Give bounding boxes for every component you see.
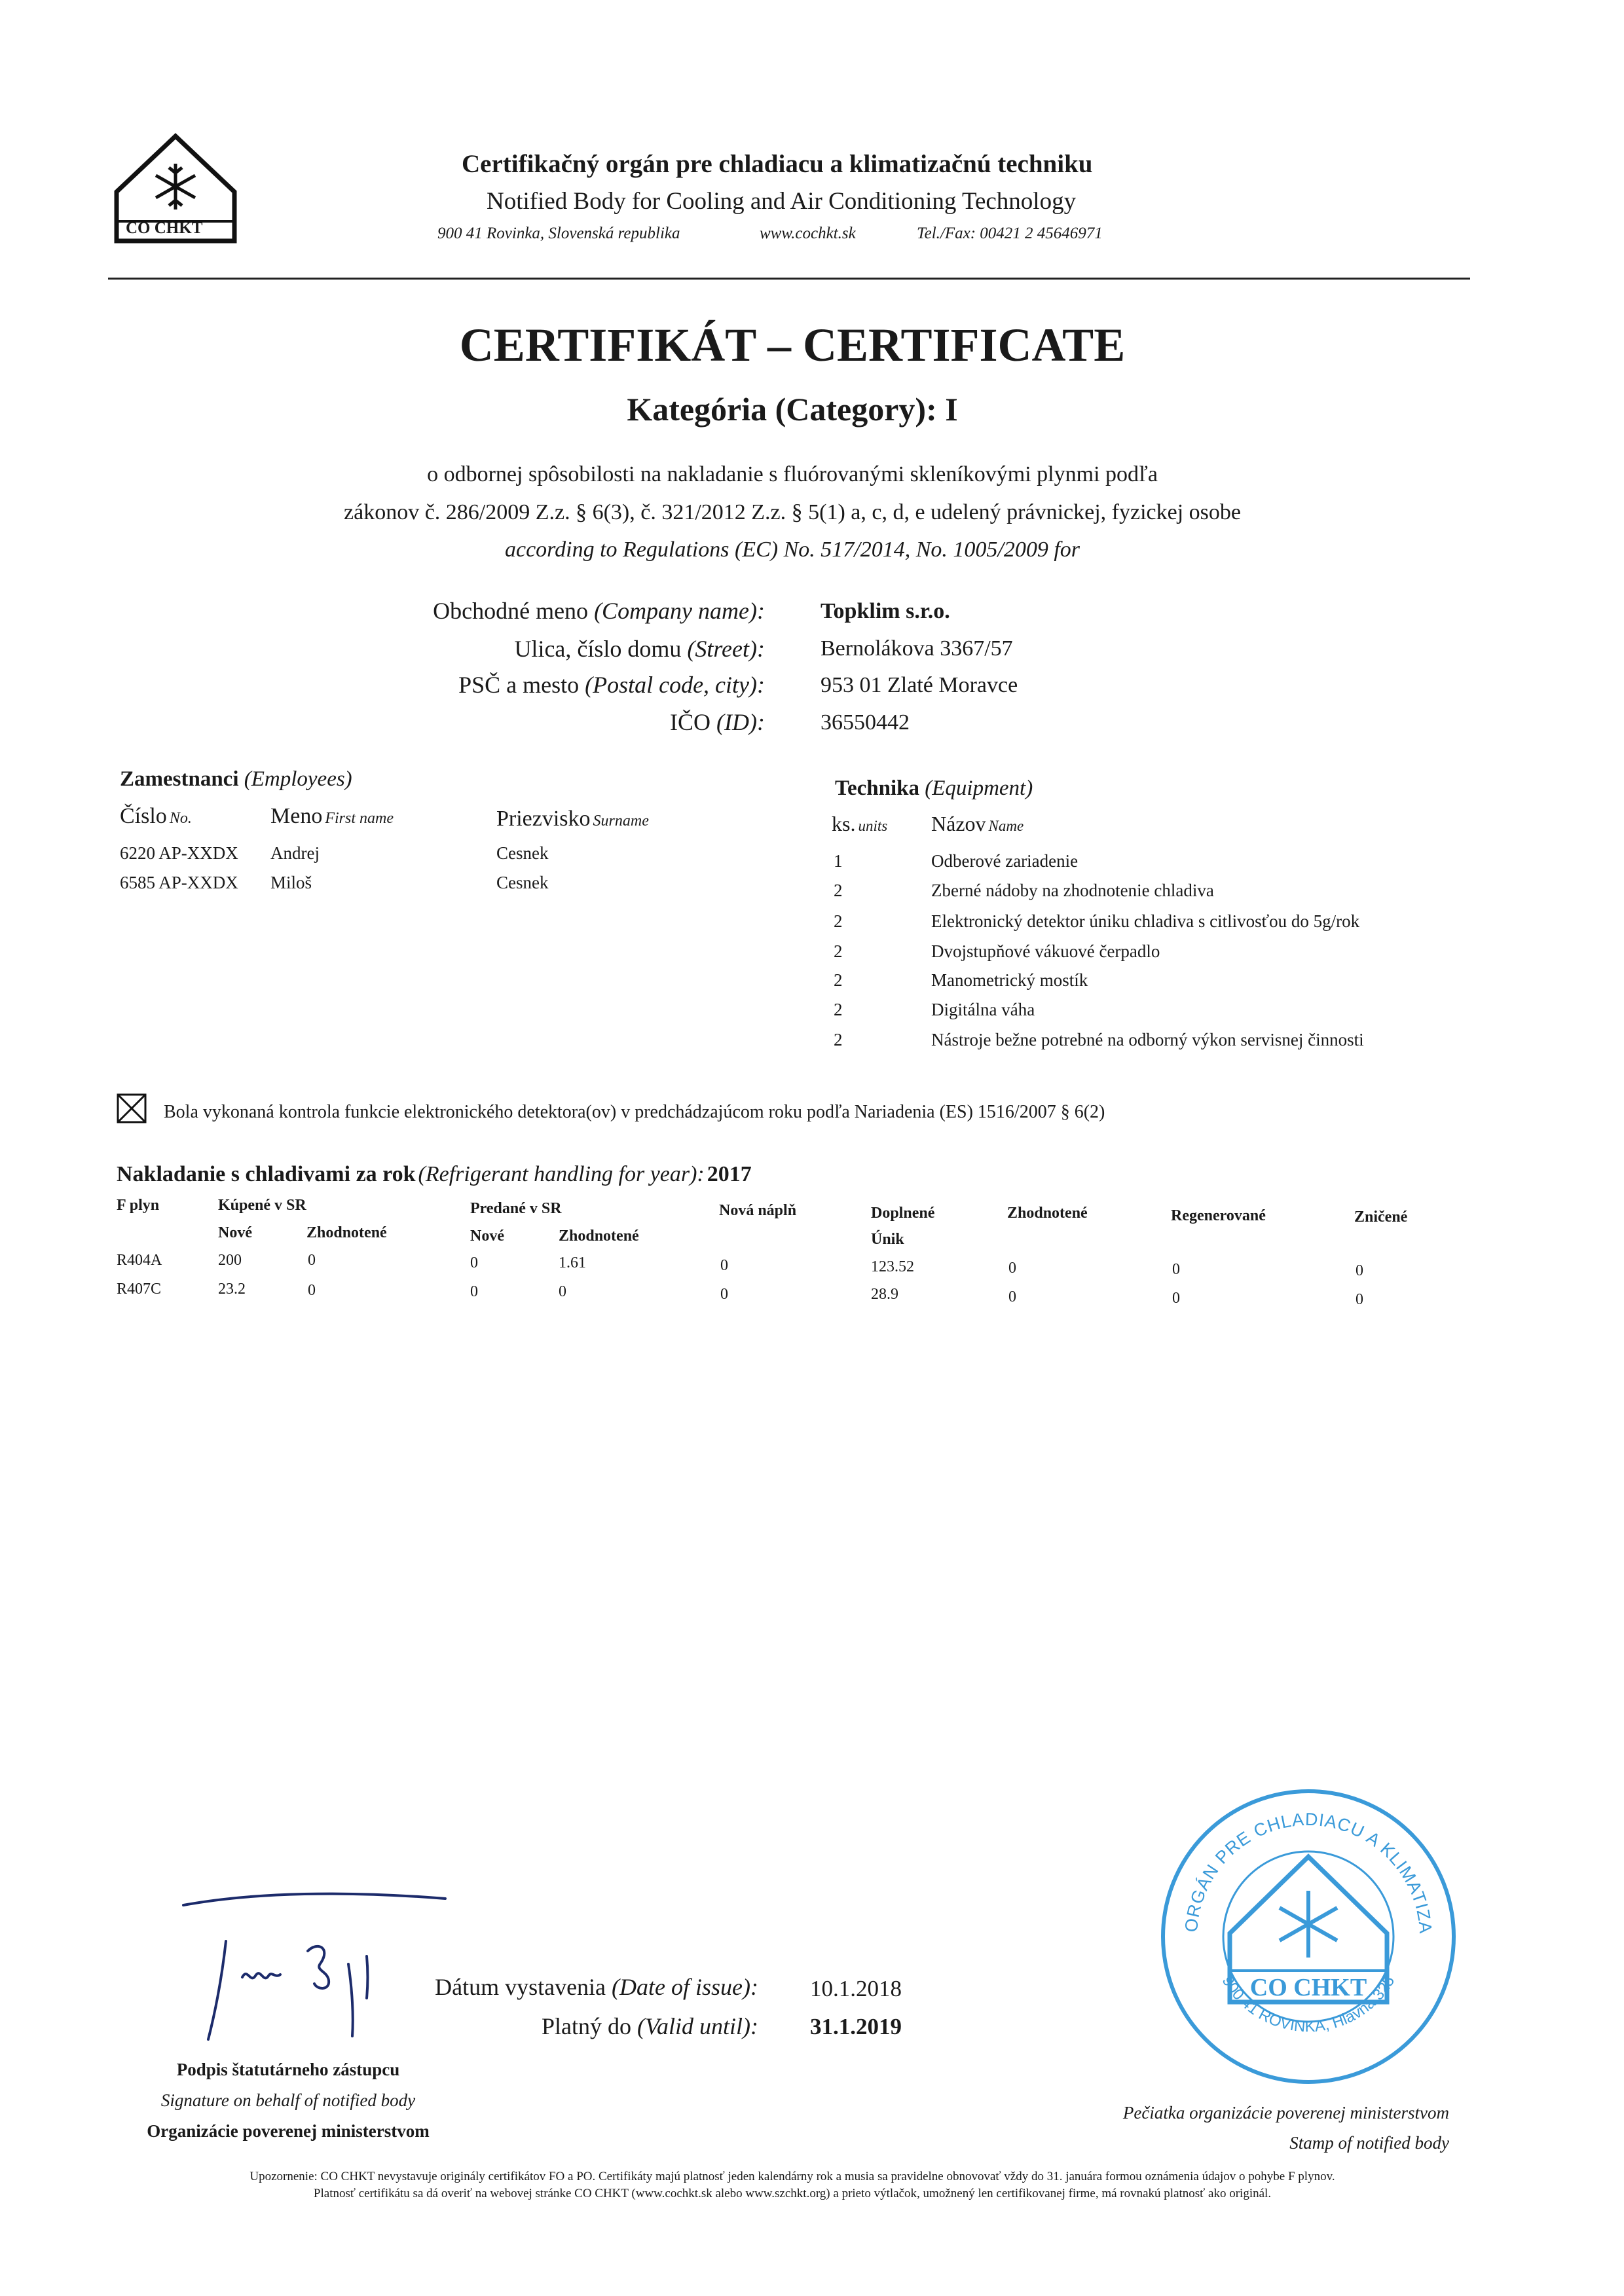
col-text-en: Surname <box>593 812 649 829</box>
issue-date-label <box>435 1973 758 2001</box>
signature-caption-1: Podpis štatutárneho zástupcu <box>176 2060 400 2079</box>
label-text: Platný do <box>542 2013 632 2039</box>
col-bought-new: Nové <box>218 1224 252 1241</box>
city-label <box>458 671 765 699</box>
valid-until-label <box>542 2013 758 2040</box>
company-name: Topklim s.r.o. <box>821 599 950 623</box>
equipment-name: Dvojstupňové vákuové čerpadlo <box>931 941 1160 961</box>
label-text-en: (ID): <box>716 709 765 735</box>
company-city: 953 01 Zlaté Moravce <box>821 673 1018 697</box>
label-text: Ulica, číslo domu <box>514 636 682 662</box>
stamp-caption-2: Stamp of notified body <box>1289 2133 1449 2153</box>
cell-bought-rec: 0 <box>308 1282 316 1299</box>
signature-caption-2: Signature on behalf of notified body <box>160 2090 416 2110</box>
label-text-en: (Company name): <box>594 598 765 624</box>
equipment-units: 1 <box>834 851 843 871</box>
logo-text: CO CHKT <box>126 219 203 237</box>
org-address: 900 41 Rovinka, Slovenská republika <box>437 225 680 242</box>
col-text: Meno <box>270 804 323 828</box>
org-name-sk: Certifikačný orgán pre chladiacu a klimatizačnú techniku <box>462 150 1093 178</box>
header-divider <box>108 278 1470 280</box>
header-logo <box>110 130 241 247</box>
label-text: IČO <box>670 709 711 735</box>
label-text-en: (Date of issue): <box>612 1974 758 2000</box>
heading-text-en: (Equipment) <box>925 776 1033 800</box>
heading-text-en: (Employees) <box>244 767 352 791</box>
cell-bought-rec: 0 <box>308 1252 316 1269</box>
intro-line-3: according to Regulations (EC) No. 517/2014, No. 1005/2009 for <box>505 538 1080 562</box>
col-text-en: Name <box>988 818 1024 834</box>
control-check-checkbox[interactable] <box>117 1093 147 1123</box>
control-check-text: Bola vykonaná kontrola funkcie elektronického detektora(ov) v predchádzajúcom roku podľa Nariadenia (ES) 1516/2007 § 6(2) <box>164 1102 1105 1122</box>
employee-first: Andrej <box>270 843 320 863</box>
signature-caption-3: Organizácie poverenej ministerstvom <box>147 2121 430 2141</box>
col-new-fill: Nová náplň <box>719 1202 797 1219</box>
cell-gas: R404A <box>117 1252 162 1269</box>
col-text: Číslo <box>120 804 167 828</box>
refrigerant-year: 2017 <box>707 1162 752 1186</box>
cell-sold-rec: 1.61 <box>559 1254 586 1271</box>
col-text: Názov <box>931 812 986 835</box>
cell-topup: 123.52 <box>871 1258 914 1275</box>
col-text: Priezvisko <box>496 807 591 831</box>
cell-gas: R407C <box>117 1281 162 1298</box>
heading-text-en: (Refrigerant handling for year): <box>418 1162 705 1186</box>
col-text: ks. <box>832 812 856 835</box>
label-text: Dátum vystavenia <box>435 1974 606 2000</box>
label-text-en: (Valid until): <box>637 2013 758 2039</box>
company-name-label <box>433 597 765 625</box>
certificate-category: Kategória (Category): I <box>627 391 958 428</box>
col-destroyed: Zničené <box>1354 1209 1408 1226</box>
cell-new-fill: 0 <box>720 1286 728 1303</box>
col-text-en: No. <box>169 810 192 827</box>
col-text-en: units <box>858 818 888 834</box>
cell-recovered: 0 <box>1008 1260 1016 1277</box>
svg-text:CO CHKT: CO CHKT <box>1249 1974 1367 2001</box>
cell-sold-new: 0 <box>470 1254 478 1271</box>
employee-surname: Cesnek <box>496 873 549 892</box>
cell-regenerated: 0 <box>1172 1290 1180 1307</box>
employee-surname: Cesnek <box>496 843 549 863</box>
stamp-caption-1: Pečiatka organizácie poverenej ministerstvom <box>1122 2103 1449 2123</box>
col-recovered: Zhodnotené <box>1007 1205 1088 1222</box>
heading-text: Nakladanie s chladivami za rok <box>117 1162 416 1186</box>
cell-topup: 28.9 <box>871 1286 898 1303</box>
heading-text: Zamestnanci <box>120 767 239 791</box>
label-text-en: (Street): <box>687 636 765 662</box>
equipment-name: Odberové zariadenie <box>931 851 1079 871</box>
employee-first: Miloš <box>270 873 312 892</box>
label-text: Obchodné meno <box>433 598 589 624</box>
company-id: 36550442 <box>821 710 910 735</box>
intro-line-2: zákonov č. 286/2009 Z.z. § 6(3), č. 321/2012 Z.z. § 5(1) a, c, d, e udelený právnickej, fyzickej osobe <box>344 500 1241 524</box>
equipment-name: Manometrický mostík <box>931 970 1088 990</box>
cell-bought-new: 23.2 <box>218 1281 246 1298</box>
equipment-units: 2 <box>834 1000 843 1019</box>
emp-col-no <box>120 804 192 829</box>
cell-sold-rec: 0 <box>559 1283 566 1300</box>
equip-col-name <box>931 812 1024 836</box>
cell-sold-new: 0 <box>470 1283 478 1300</box>
col-bought-recovered: Zhodnotené <box>306 1224 387 1241</box>
issue-date: 10.1.2018 <box>810 1976 902 2001</box>
equip-col-units <box>832 812 887 836</box>
equipment-units: 2 <box>834 881 843 900</box>
equipment-heading <box>835 776 1033 801</box>
equipment-name: Nástroje bežne potrebné na odborný výkon servisnej činnosti <box>931 1030 1364 1049</box>
company-street: Bernolákova 3367/57 <box>821 636 1013 661</box>
equipment-name: Zberné nádoby na zhodnotenie chladiva <box>931 881 1214 900</box>
equipment-units: 2 <box>834 941 843 961</box>
emp-col-first <box>270 804 394 829</box>
cell-new-fill: 0 <box>720 1257 728 1274</box>
svg-text:900 41 ROVINKA, Hlavná 325: 900 41 ROVINKA, Hlavná 325 <box>1218 1973 1399 2036</box>
col-topup: Doplnené <box>871 1205 935 1222</box>
col-bought: Kúpené v SR <box>218 1197 306 1214</box>
cell-recovered: 0 <box>1008 1288 1016 1305</box>
col-sold-new: Nové <box>470 1228 504 1245</box>
equipment-units: 2 <box>834 970 843 990</box>
handwritten-signature <box>177 1879 465 2056</box>
emp-col-surname <box>496 807 649 831</box>
footer-note-2: Platnosť certifikátu sa dá overiť na webovej stránke CO CHKT (www.cochkt.sk alebo www.szchkt.org) a prieto výtlačok, umožnený len certifikovanej firme, má rovnakú platnosť ako originál. <box>313 2187 1272 2200</box>
official-stamp <box>1158 1786 1459 2087</box>
cell-bought-new: 200 <box>218 1252 242 1269</box>
svg-text:CERTIFIKAČNÝ ORGÁN PRE CHLADIA: ORGÁN PRE CHLADIACU A KLIMATIZA <box>1181 1809 1436 1935</box>
valid-until-date: 31.1.2019 <box>810 2014 902 2039</box>
heading-text: Technika <box>835 776 920 800</box>
footer-note-1: Upozornenie: CO CHKT nevystavuje originály certifikátov FO a PO. Certifikáty majú platnosť jeden kalendárny rok a musia sa pravidelne obnovovať vždy do 31. januára formou oznámenia údajov o pohybe F plynov. <box>249 2170 1335 2183</box>
col-sold-recovered: Zhodnotené <box>559 1228 639 1245</box>
equipment-units: 2 <box>834 1030 843 1049</box>
col-leak: Únik <box>871 1231 904 1248</box>
equipment-units: 2 <box>834 911 843 931</box>
cell-destroyed: 0 <box>1356 1291 1363 1308</box>
org-name-en: Notified Body for Cooling and Air Conditioning Technology <box>487 188 1077 215</box>
cell-destroyed: 0 <box>1356 1262 1363 1279</box>
employee-no: 6220 AP-XXDX <box>120 843 238 863</box>
label-text: PSČ a mesto <box>458 672 580 698</box>
employee-no: 6585 AP-XXDX <box>120 873 238 892</box>
certificate-title: CERTIFIKÁT – CERTIFICATE <box>459 319 1126 371</box>
intro-line-1: o odbornej spôsobilosti na nakladanie s fluórovanými skleníkovými plynmi podľa <box>427 462 1158 486</box>
id-label <box>670 708 765 736</box>
col-text-en: First name <box>325 810 394 827</box>
col-sold: Predané v SR <box>470 1200 562 1217</box>
label-text-en: (Postal code, city): <box>585 672 765 698</box>
refrigerant-heading <box>117 1162 752 1187</box>
equipment-name: Digitálna váha <box>931 1000 1035 1019</box>
col-regenerated: Regenerované <box>1171 1207 1266 1224</box>
org-phone: Tel./Fax: 00421 2 45646971 <box>917 225 1103 242</box>
street-label <box>514 635 765 663</box>
col-gas: F plyn <box>117 1197 160 1214</box>
org-web: www.cochkt.sk <box>760 225 856 242</box>
cell-regenerated: 0 <box>1172 1261 1180 1278</box>
employees-heading <box>120 767 352 792</box>
equipment-name: Elektronický detektor úniku chladiva s citlivosťou do 5g/rok <box>931 911 1360 931</box>
